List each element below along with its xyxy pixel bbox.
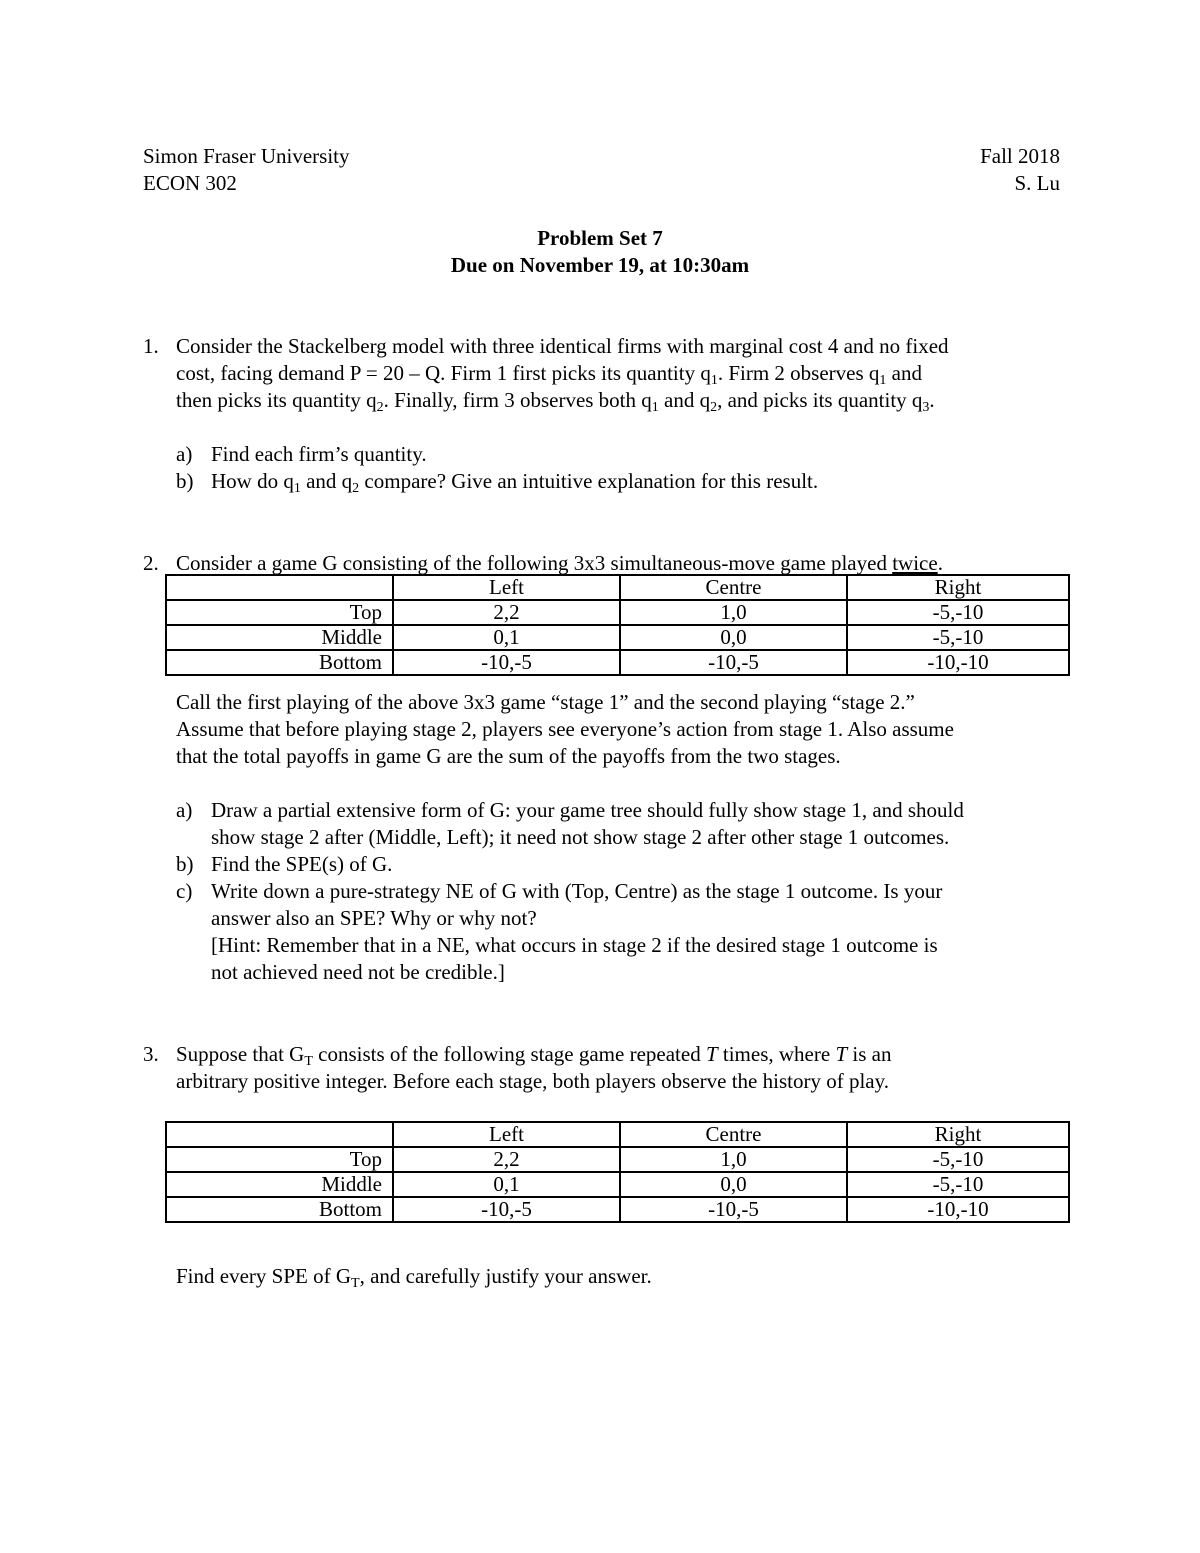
payoff-cell: 0,0	[620, 1172, 847, 1197]
question-text: Suppose that $G_T$ consists of the following stage game repeated T times, where T is an	[176, 1042, 892, 1069]
part-text: Find the SPE(s) of G.	[211, 852, 393, 876]
table-row	[166, 1172, 1069, 1197]
part-text: answer also an SPE? Why or why not?	[211, 906, 537, 930]
part-label: b)	[176, 852, 194, 876]
table-row	[166, 650, 1069, 675]
payoff-cell: -10,-10	[847, 1197, 1069, 1222]
question-number: 2.	[143, 551, 159, 575]
question-text: Consider the Stackelberg model with three identical firms with marginal cost 4 and no fixed	[176, 334, 949, 358]
question-number: 1.	[143, 334, 159, 358]
table-header-cell: Centre	[620, 1122, 847, 1147]
part-label: a)	[176, 442, 193, 466]
question-text: cost, facing demand P = 20 – Q. Firm 1 first picks its quantity $q_1$. Firm 2 observes $q_1$ and	[176, 361, 922, 388]
payoff-cell: -10,-10	[847, 650, 1069, 675]
table-header-cell	[166, 1122, 393, 1147]
question-text: Assume that before playing stage 2, players see everyone’s action from stage 1. Also assume	[176, 717, 954, 741]
question-text: Find every SPE of $G_T$, and carefully justify your answer.	[176, 1264, 652, 1291]
payoff-cell: 1,0	[620, 1147, 847, 1172]
table-header-row	[166, 575, 1069, 600]
part-text: Draw a partial extensive form of G: your game tree should fully show stage 1, and should	[211, 798, 964, 822]
table-header-cell: Centre	[620, 575, 847, 600]
row-label: Bottom	[166, 650, 393, 675]
part-text: How do $q_1$ and $q_2$ compare? Give an intuitive explanation for this result.	[211, 469, 819, 496]
payoff-cell: 0,1	[393, 625, 620, 650]
hint-text: [Hint: Remember that in a NE, what occurs in stage 2 if the desired stage 1 outcome is	[211, 933, 938, 957]
payoff-cell: -10,-5	[393, 1197, 620, 1222]
table-header-cell: Right	[847, 1122, 1069, 1147]
table-row	[166, 1197, 1069, 1222]
row-label: Middle	[166, 625, 393, 650]
course-code: ECON 302	[143, 171, 237, 195]
payoff-cell: -5,-10	[847, 1172, 1069, 1197]
question-text: Consider a game G consisting of the following 3x3 simultaneous-move game played twice.	[176, 551, 943, 575]
table-header-cell	[166, 575, 393, 600]
question-text: that the total payoffs in game G are the sum of the payoffs from the two stages.	[176, 744, 841, 768]
table-header-row	[166, 1122, 1069, 1147]
due-date: Due on November 19, at 10:30am	[450, 253, 750, 277]
question-number: 3.	[143, 1042, 159, 1066]
table-row	[166, 1147, 1069, 1172]
part-text: Find each firm’s quantity.	[211, 442, 427, 466]
part-text: Write down a pure-strategy NE of G with (Top, Centre) as the stage 1 outcome. Is your	[211, 879, 943, 903]
term: Fall 2018	[980, 144, 1060, 168]
payoff-table	[165, 574, 1070, 676]
question-text: then picks its quantity $q_2$. Finally, firm 3 observes both $q_1$ and $q_2$, and picks its quantity $q_3$.	[176, 388, 935, 415]
table-header-cell: Left	[393, 575, 620, 600]
payoff-cell: -10,-5	[620, 650, 847, 675]
payoff-cell: -10,-5	[620, 1197, 847, 1222]
question-text: Call the first playing of the above 3x3 game “stage 1” and the second playing “stage 2.”	[176, 690, 915, 714]
part-label: c)	[176, 879, 193, 903]
table-header-cell: Left	[393, 1122, 620, 1147]
payoff-cell: 0,0	[620, 625, 847, 650]
question-text: arbitrary positive integer. Before each stage, both players observe the history of play.	[176, 1069, 889, 1093]
payoff-cell: -10,-5	[393, 650, 620, 675]
payoff-cell: 0,1	[393, 1172, 620, 1197]
payoff-cell: -5,-10	[847, 600, 1069, 625]
table-row	[166, 625, 1069, 650]
part-label: a)	[176, 798, 193, 822]
payoff-cell: -5,-10	[847, 1147, 1069, 1172]
row-label: Top	[166, 600, 393, 625]
payoff-cell: 2,2	[393, 600, 620, 625]
row-label: Bottom	[166, 1197, 393, 1222]
page-title: Problem Set 7	[537, 226, 663, 250]
university-name: Simon Fraser University	[143, 144, 350, 168]
payoff-cell: -5,-10	[847, 625, 1069, 650]
row-label: Middle	[166, 1172, 393, 1197]
instructor: S. Lu	[1014, 171, 1060, 195]
table-row	[166, 600, 1069, 625]
part-label: b)	[176, 469, 194, 493]
row-label: Top	[166, 1147, 393, 1172]
table-header-cell: Right	[847, 575, 1069, 600]
stage-game-table	[165, 1121, 1070, 1223]
payoff-cell: 1,0	[620, 600, 847, 625]
payoff-cell: 2,2	[393, 1147, 620, 1172]
hint-text: not achieved need not be credible.]	[211, 960, 505, 984]
part-text: show stage 2 after (Middle, Left); it need not show stage 2 after other stage 1 outcomes.	[211, 825, 950, 849]
